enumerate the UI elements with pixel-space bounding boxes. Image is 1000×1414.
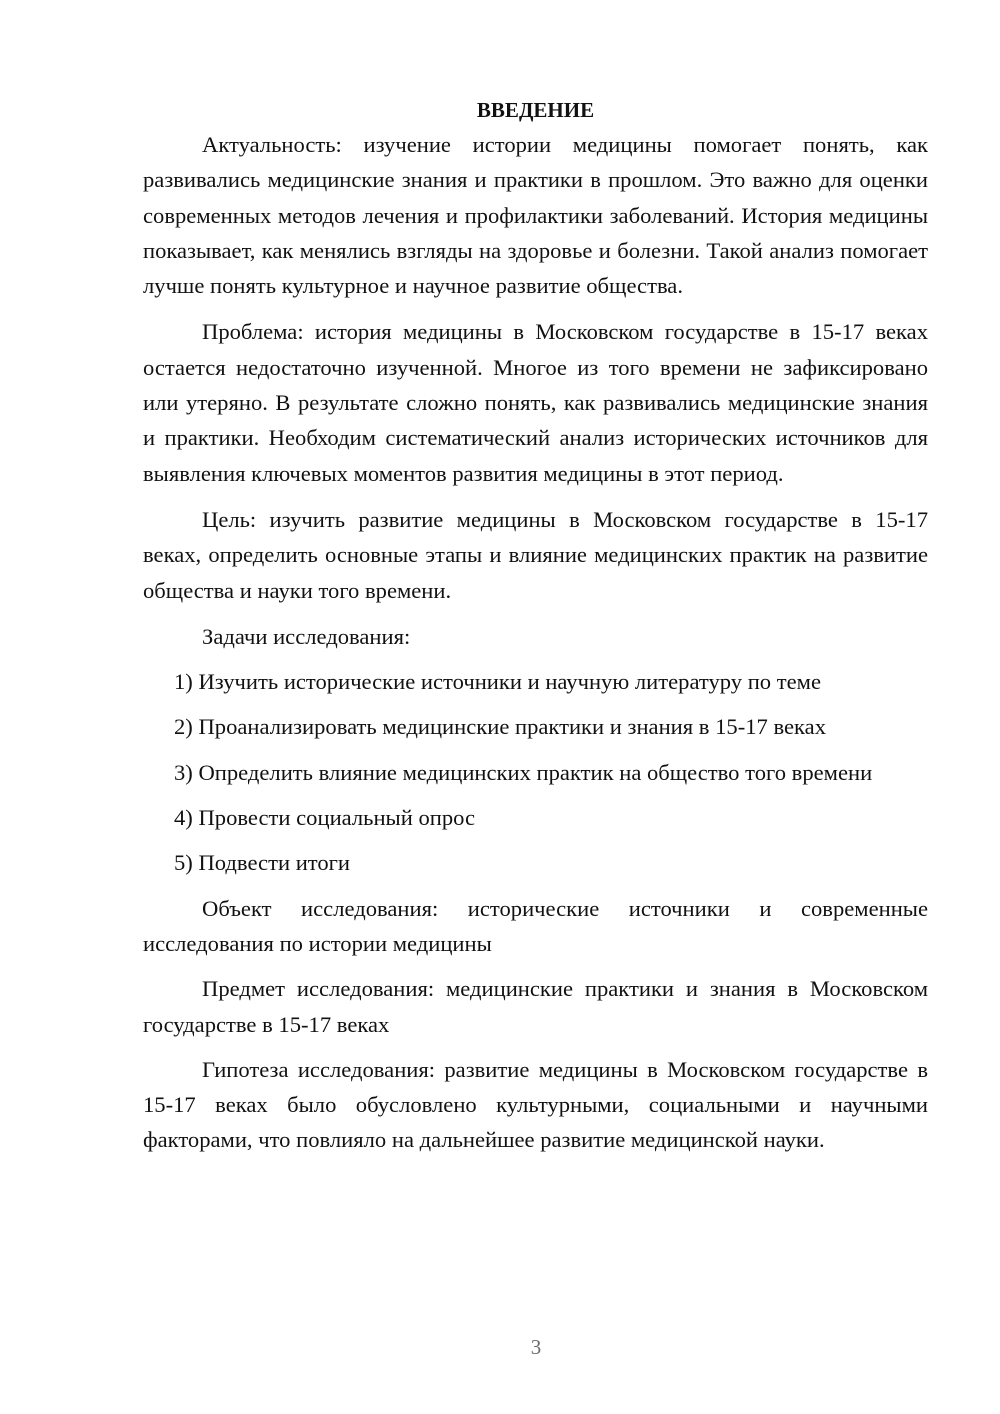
page-title: ВВЕДЕНИЕ <box>476 98 595 122</box>
page-number: 3 <box>530 1335 542 1359</box>
paragraph-tasks-heading: Задачи исследования: <box>202 623 411 649</box>
task-item-3: 3) Определить влияние медицинских практик на общество того времени <box>174 759 873 785</box>
paragraph-problem: Проблема: история медицины в Московском государстве в 15-17 веках остается недостаточно изученной. Многое из того времени не зафиксировано или утеряно. В результате сложно понять, как развивались медицинские знания и практики. Необходим систематический анализ исторических источников для выявления ключевых моментов развития медицины в этот период. <box>143 319 928 486</box>
paragraph-subject: Предмет исследования: медицинские практики и знания в Московском государстве в 15-17 веках <box>143 976 928 1037</box>
task-item-1: 1) Изучить исторические источники и научную литературу по теме <box>174 669 821 695</box>
paragraph-goal: Цель: изучить развитие медицины в Московском государстве в 15-17 веках, определить основные этапы и влияние медицинских практик на развитие общества и науки того времени. <box>143 506 928 603</box>
task-item-5: 5) Подвести итоги <box>174 850 351 876</box>
document-page <box>143 92 928 1158</box>
paragraph-object: Объект исследования: исторические источники и современные исследования по истории медицины <box>143 895 928 956</box>
paragraph-relevance: Актуальность: изучение истории медицины помогает понять, как развивались медицинские знания и практики в прошлом. Это важно для оценки современных методов лечения и профилактики заболеваний. История медицины показывает, как менялись взгляды на здоровье и болезни. Такой анализ помогает лучше понять культурное и научное развитие общества. <box>143 132 928 299</box>
paragraph-hypothesis: Гипотеза исследования: развитие медицины в Московском государстве в 15-17 веках было обусловлено культурными, социальными и научными факторами, что повлияло на дальнейшее развитие медицинской науки. <box>143 1056 928 1153</box>
task-item-4: 4) Провести социальный опрос <box>174 805 476 831</box>
task-item-2: 2) Проанализировать медицинские практики и знания в 15-17 веках <box>174 714 826 740</box>
